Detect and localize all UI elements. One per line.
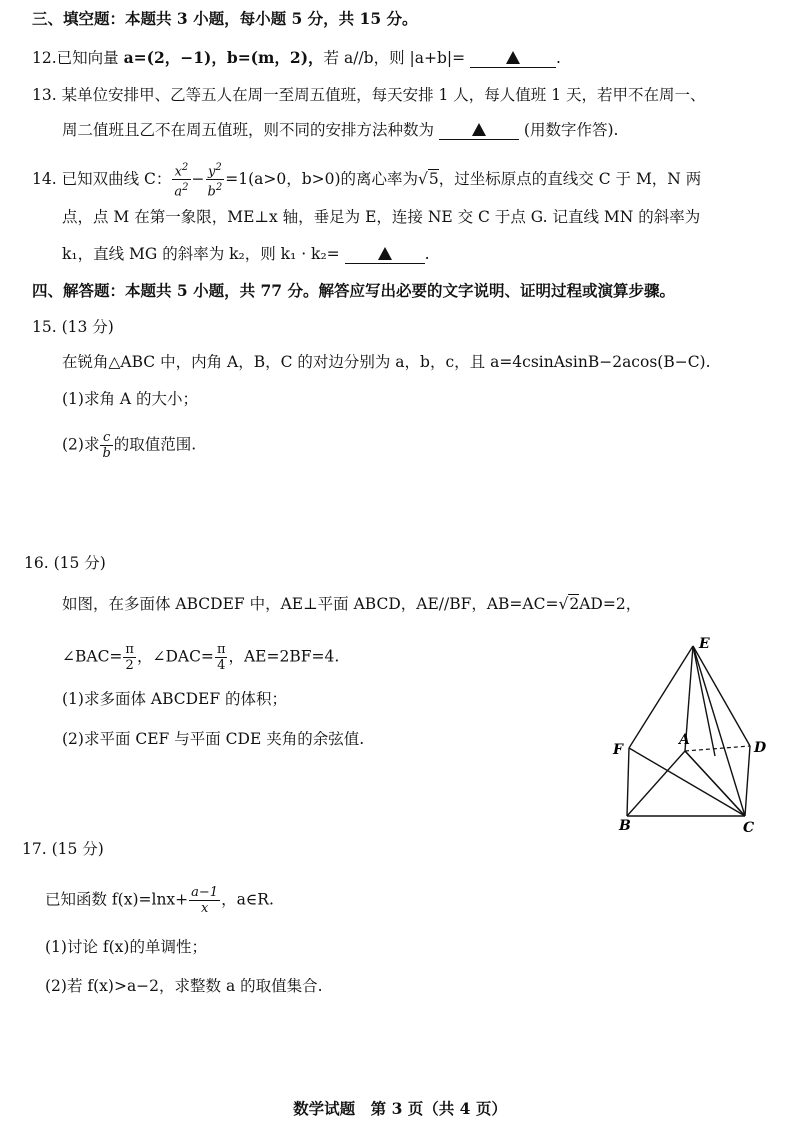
q16-frac-pi-4: $\frac{\pi}{4}$ <box>216 642 226 673</box>
q12-answer-blank[interactable] <box>470 49 556 68</box>
question-17-part-1: (1)讨论 f(x)的单调性； <box>45 938 207 956</box>
q16-text-b: AD=2， <box>579 595 642 613</box>
q14-frac-y: $\frac{y^2}{b^2}$ <box>207 162 223 200</box>
figure-label-c: C <box>743 820 755 836</box>
q14-sqrt5: 5 <box>428 169 439 188</box>
q12-vector-b: b=(m，2)， <box>226 48 324 67</box>
q14-frac-x: $\frac{x^2}{a^2}$ <box>174 162 189 200</box>
q17-stem-a: 已知函数 f(x)=lnx+ <box>45 890 189 909</box>
triangle-icon <box>378 247 392 260</box>
question-15-part-1: (1)求角 A 的大小； <box>62 390 199 408</box>
triangle-icon <box>472 123 486 136</box>
q15-frac-c-over-b: $\frac{c}{b}$ <box>102 430 111 461</box>
q12-vector-a: a=(2，−1)， <box>123 48 227 67</box>
question-16-part-1: (1)求多面体 ABCDEF 的体积； <box>62 690 288 708</box>
q12-text-b: 若 a//b，则 |a+b|= <box>323 49 466 67</box>
question-16-line-2 <box>62 642 339 673</box>
q12-end: . <box>556 49 561 67</box>
q12-text-a: 已知向量 <box>56 49 124 67</box>
question-17-header: 17. (15 分) <box>22 840 104 858</box>
q16-ae-bf: ，AE=2BF=4. <box>228 647 340 666</box>
question-12 <box>32 47 561 69</box>
q13-text-a: 周二值班且乙不在周五值班，则不同的安排方法种数为 <box>62 121 435 139</box>
question-15-stem: 在锐角△ABC 中，内角 A，B，C 的对边分别为 a，b，c，且 a=4csinAsinB−2acos(B−C). <box>62 353 711 371</box>
q15-p2-b: 的取值范围. <box>113 435 197 454</box>
figure-label-f: F <box>613 742 623 758</box>
question-16-header: 16. (15 分) <box>24 554 106 572</box>
question-14-line-1: 14. 已知双曲线 C： $\frac{x^2}{a^2}$ − $\frac{y^2}{b^2}$ =1(a>0，b>0)的离心率为√5，过坐标原点的直线交 C 于 M，N 两 <box>32 162 702 200</box>
question-13-line-2 <box>62 119 618 141</box>
figure-label-b: B <box>619 818 631 834</box>
figure-label-e: E <box>699 636 710 652</box>
question-13-line-1: 13. 某单位安排甲、乙等五人在周一至周五值班，每天安排 1 人，每人值班 1 天，若甲不在周一、 <box>32 86 706 104</box>
question-17-part-2: (2)若 f(x)>a−2，求整数 a 的取值集合. <box>45 977 323 995</box>
q12-number: 12. <box>32 49 57 67</box>
q13-text-b: (用数字作答). <box>523 121 619 139</box>
question-17-stem <box>45 885 274 916</box>
page-footer: 数学试题 第 3 页（共 4 页） <box>293 1099 507 1118</box>
q17-frac: $\frac{a-1}{x}$ <box>191 885 219 916</box>
q14-end: . <box>424 245 430 263</box>
question-16-line-1: 如图，在多面体 ABCDEF 中，AE⊥平面 ABCD，AE//BF，AB=AC=√2AD=2， <box>62 595 642 613</box>
question-16-part-2: (2)求平面 CEF 与平面 CDE 夹角的余弦值. <box>62 730 365 748</box>
question-15-header: 15. (13 分) <box>32 318 114 336</box>
q14-text-b: =1(a>0，b>0)的离心率为 <box>225 169 419 188</box>
q16-angle-dac: ，∠DAC= <box>136 647 214 666</box>
q16-angle-bac: ∠BAC= <box>62 647 123 666</box>
q15-p2-a: (2)求 <box>62 435 100 454</box>
q14-text-a: 14. 已知双曲线 C： <box>32 169 172 188</box>
figure-label-d: D <box>754 740 767 756</box>
q13-answer-blank[interactable] <box>439 121 519 140</box>
q16-text-a: 如图，在多面体 ABCDEF 中，AE⊥平面 ABCD，AE//BF，AB=AC= <box>62 595 559 613</box>
q14-text-k: k₁，直线 MG 的斜率为 k₂，则 k₁ · k₂= <box>62 245 340 263</box>
q14-answer-blank[interactable] <box>345 245 425 264</box>
section-heading-solutions: 四、解答题：本题共 5 小题，共 77 分。解答应写出必要的文字说明、证明过程或演算步骤。 <box>32 281 675 300</box>
q14-text-c: ，过坐标原点的直线交 C 于 M，N 两 <box>438 169 702 188</box>
triangle-icon <box>506 51 520 64</box>
q17-stem-b: ，a∈R. <box>221 890 274 909</box>
figure-label-a: A <box>679 732 690 748</box>
question-14-line-3 <box>62 243 430 265</box>
q16-sqrt2: 2 <box>569 595 580 613</box>
q16-frac-pi-2: $\frac{\pi}{2}$ <box>125 642 134 673</box>
question-15-part-2 <box>62 430 196 461</box>
polyhedron-figure <box>605 636 775 836</box>
section-heading-fill-in: 三、填空题：本题共 3 小题，每小题 5 分，共 15 分。 <box>32 9 418 28</box>
question-14-line-2: 点，点 M 在第一象限，ME⊥x 轴，垂足为 E，连接 NE 交 C 于点 G. 记直线 MN 的斜率为 <box>62 208 701 226</box>
